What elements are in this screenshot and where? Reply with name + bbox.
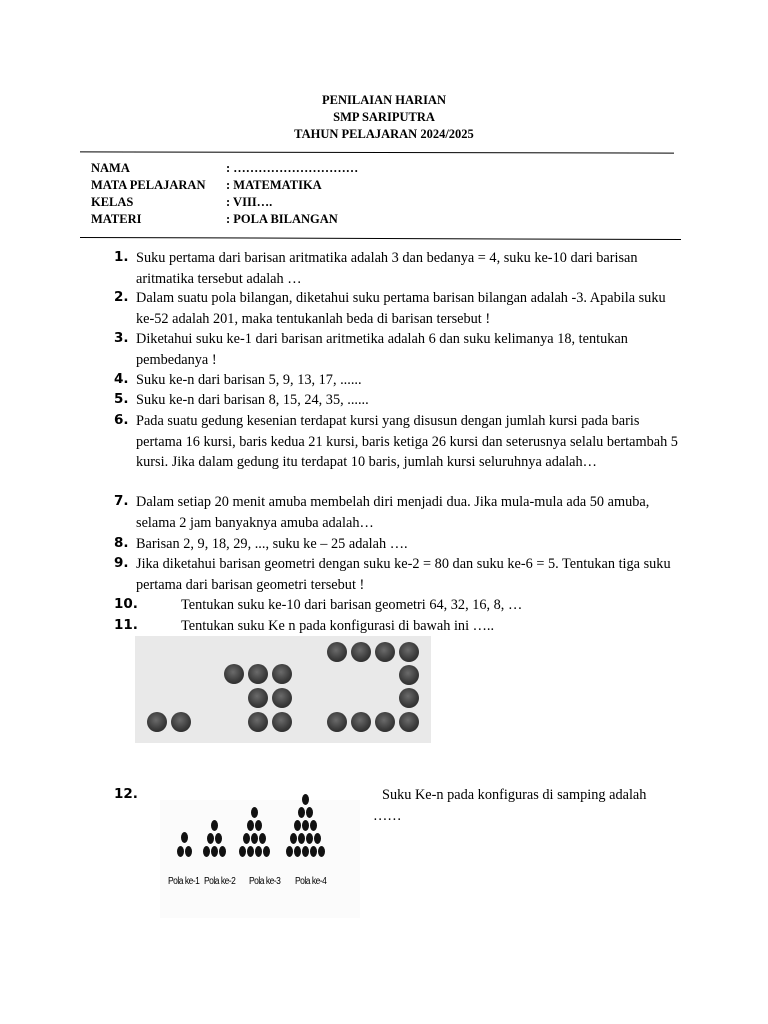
- dot: [272, 712, 292, 732]
- pattern-label: Pola ke-2: [204, 876, 236, 887]
- dot: [247, 820, 254, 831]
- dot: [147, 712, 167, 732]
- identity-rule: [80, 237, 681, 240]
- question-number: 10.: [114, 596, 138, 612]
- dot: [314, 833, 321, 844]
- dot: [298, 807, 305, 818]
- dot: [171, 712, 191, 732]
- dot: [211, 846, 218, 857]
- pattern-label: Pola ke-4: [295, 876, 327, 887]
- dot-pattern-figure: [135, 636, 431, 743]
- question-number: 9.: [114, 555, 129, 571]
- question-text: Barisan 2, 9, 18, 29, ..., suku ke – 25 adalah ….: [136, 536, 408, 552]
- dot: [327, 642, 347, 662]
- header-rule: [80, 151, 674, 153]
- label-materi: MATERI: [91, 212, 142, 226]
- dot: [286, 846, 293, 857]
- triangle-pattern-figure: [160, 800, 360, 918]
- dot: [399, 688, 419, 708]
- dot: [239, 846, 246, 857]
- question-number: 6.: [114, 412, 129, 428]
- value-mapel: : MATEMATIKA: [226, 178, 322, 192]
- dot: [399, 712, 419, 732]
- label-mapel: MATA PELAJARAN: [91, 178, 206, 192]
- question-number: 4.: [114, 371, 129, 387]
- question-number: 8.: [114, 535, 129, 551]
- dot: [207, 833, 214, 844]
- dot: [302, 794, 309, 805]
- question-number: 2.: [114, 289, 129, 305]
- question-number: 3.: [114, 330, 129, 346]
- dot: [248, 664, 268, 684]
- question-number: 7.: [114, 493, 129, 509]
- dot: [399, 665, 419, 685]
- dot: [251, 807, 258, 818]
- question-number: 1.: [114, 249, 129, 265]
- title-year: TAHUN PELAJARAN 2024/2025: [294, 127, 474, 141]
- label-kelas: KELAS: [91, 195, 134, 209]
- dot: [224, 664, 244, 684]
- value-kelas: : VIII….: [226, 195, 273, 209]
- dot: [318, 846, 325, 857]
- question-text: Pada suatu gedung kesenian terdapat kursi yang disusun dengan jumlah kursi pada baris pertama 16 kursi, baris kedua 21 kursi, baris ketiga 26 kursi dan seterusnya selalu bertambah 5 kursi. Jika dalam gedung itu terdapat 10 baris, jumlah kursi seluruhnya adalah…: [136, 413, 678, 470]
- dot: [375, 642, 395, 662]
- dot: [203, 846, 210, 857]
- question-text: Suku pertama dari barisan aritmatika adalah 3 dan bedanya = 4, suku ke-10 dari barisan aritmatika tersebut adalah …: [136, 250, 638, 287]
- question-number: 11.: [114, 617, 138, 633]
- title-penilaian: PENILAIAN HARIAN: [322, 93, 446, 107]
- dot: [248, 688, 268, 708]
- dot: [248, 712, 268, 732]
- pattern-label: Pola ke-3: [249, 876, 281, 887]
- question-text: Suku ke-n dari barisan 5, 9, 13, 17, ......: [136, 372, 362, 388]
- dot: [310, 820, 317, 831]
- dot: [351, 712, 371, 732]
- question-text: Jika diketahui barisan geometri dengan suku ke-2 = 80 dan suku ke-6 = 5. Tentukan tiga suku pertama dari barisan geometri tersebut !: [136, 556, 671, 593]
- question-text: Diketahui suku ke-1 dari barisan aritmetika adalah 6 dan suku kelimanya 18, tentukan pembedanya !: [136, 331, 628, 368]
- dot: [185, 846, 192, 857]
- question-text: Suku ke-n dari barisan 8, 15, 24, 35, ......: [136, 392, 369, 408]
- dot: [399, 642, 419, 662]
- dot: [310, 846, 317, 857]
- dot: [177, 846, 184, 857]
- title-school: SMP SARIPUTRA: [333, 110, 435, 124]
- dot: [351, 642, 371, 662]
- dot: [181, 832, 188, 843]
- dot: [290, 833, 297, 844]
- question-text: Tentukan suku Ke n pada konfigurasi di bawah ini …..: [181, 618, 495, 634]
- question-text: Dalam suatu pola bilangan, diketahui suku pertama barisan bilangan adalah -3. Apabila suku ke-52 adalah 201, maka tentukanlah beda di barisan tersebut !: [136, 290, 666, 327]
- question-number: 5.: [114, 391, 129, 407]
- label-nama: NAMA: [91, 161, 130, 175]
- dot: [211, 820, 218, 831]
- pattern-label: Pola ke-1: [168, 876, 200, 887]
- question-text: Dalam setiap 20 menit amuba membelah diri menjadi dua. Jika mula-mula ada 50 amuba, selama 2 jam banyaknya amuba adalah…: [136, 494, 650, 531]
- dot: [215, 833, 222, 844]
- dot: [375, 712, 395, 732]
- dot: [259, 833, 266, 844]
- dot: [302, 846, 309, 857]
- dot: [302, 820, 309, 831]
- dot: [298, 833, 305, 844]
- dot: [255, 820, 262, 831]
- question-text: Tentukan suku ke-10 dari barisan geometri 64, 32, 16, 8, …: [181, 597, 523, 613]
- dot: [251, 833, 258, 844]
- dot: [247, 846, 254, 857]
- dot: [272, 688, 292, 708]
- dot: [219, 846, 226, 857]
- dot: [263, 846, 270, 857]
- dot: [255, 846, 262, 857]
- question-number: 12.: [114, 786, 138, 802]
- dot: [294, 846, 301, 857]
- dot: [306, 807, 313, 818]
- value-nama: : …………………………: [226, 161, 359, 175]
- dot: [306, 833, 313, 844]
- dot: [294, 820, 301, 831]
- dot: [272, 664, 292, 684]
- question-text: Suku Ke-n pada konfiguras di samping adalah ……: [373, 787, 647, 824]
- dot: [327, 712, 347, 732]
- value-materi: : POLA BILANGAN: [226, 212, 338, 226]
- dot: [243, 833, 250, 844]
